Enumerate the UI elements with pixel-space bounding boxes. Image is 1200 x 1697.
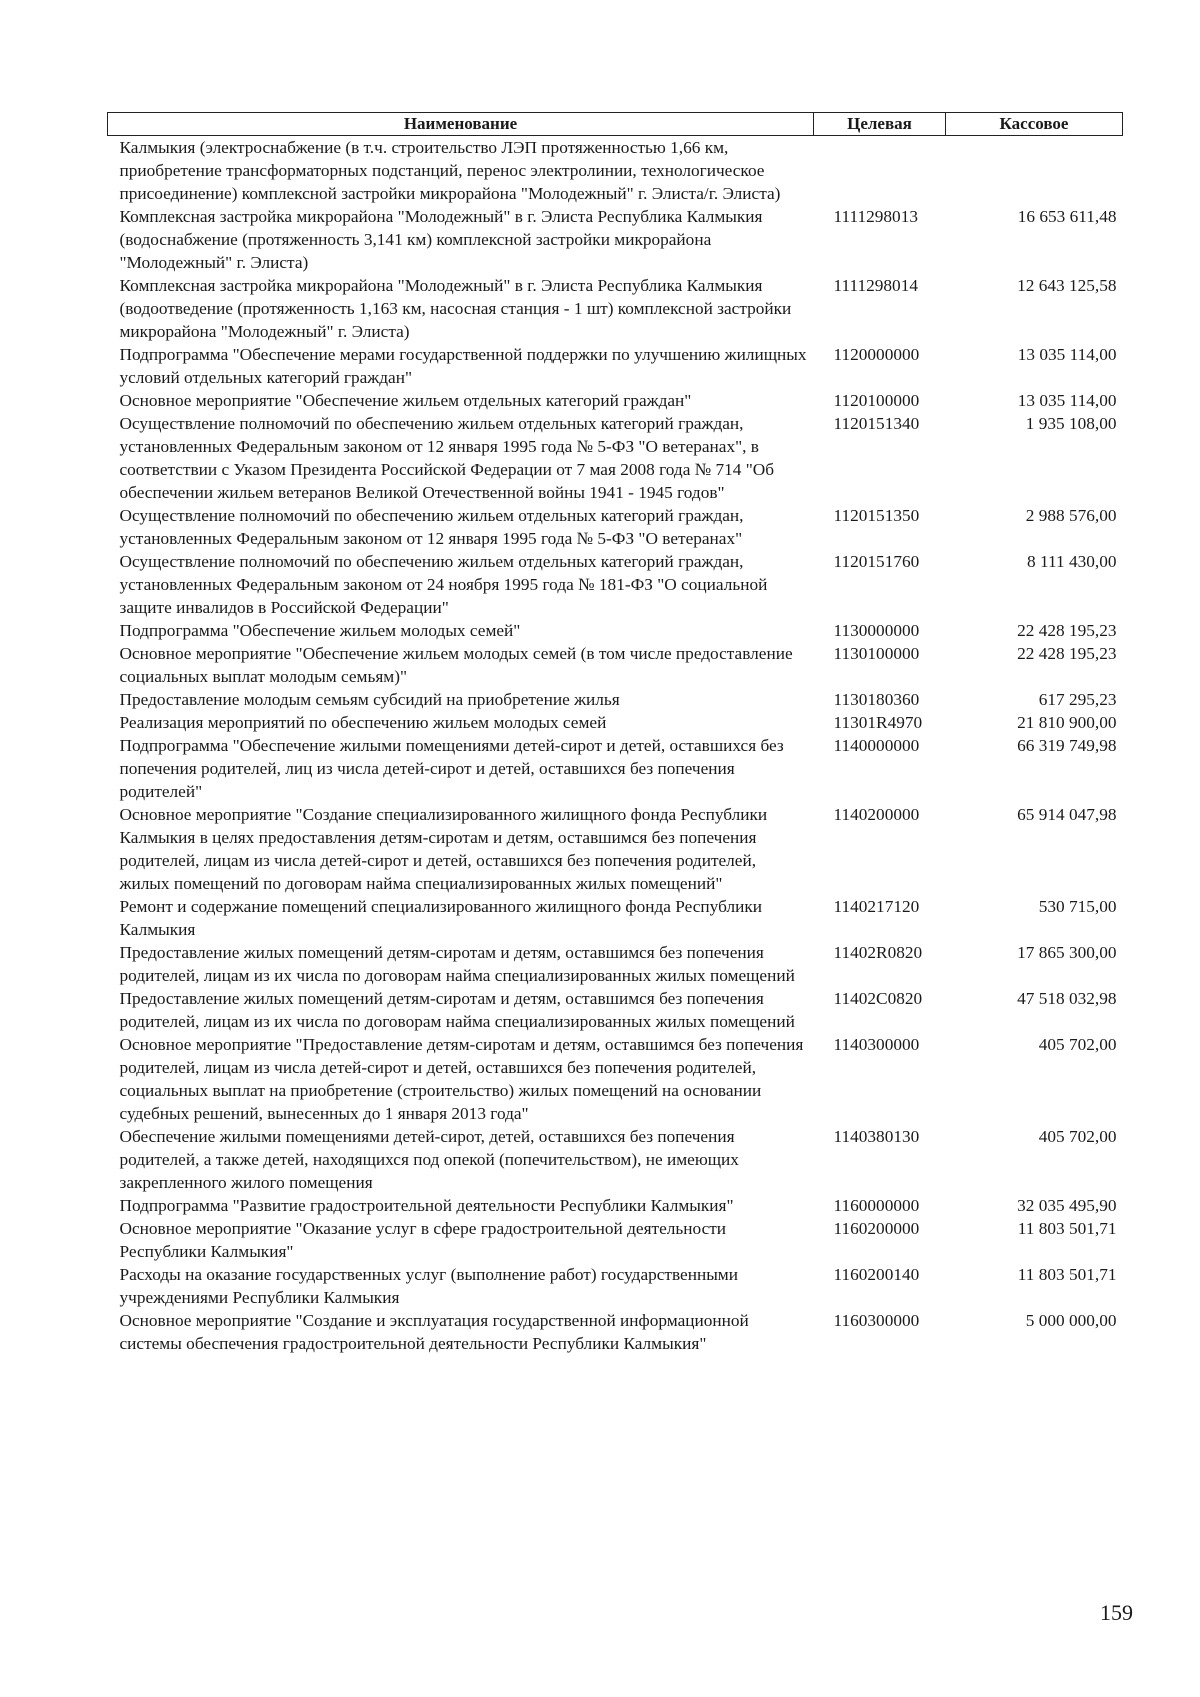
row-name: Калмыкия (электроснабжение (в т.ч. строительство ЛЭП протяженностью 1,66 км, приобретение трансформаторных подстанций, перенос электролинии, технологическое присоединение) комплексной застройки микрорайона "Молодежный" г. Элиста/г. Элиста)	[119, 138, 781, 203]
row-target-code: 1140300000	[833, 1035, 920, 1054]
row-cash-amount: 8 111 430,00	[1027, 552, 1117, 571]
header-cash-amount: Кассовое	[946, 113, 1123, 136]
row-cash-amount: 16 653 611,48	[1017, 207, 1117, 226]
row-cash-amount: 65 914 047,98	[1017, 805, 1117, 824]
header-target-code: Целевая	[814, 113, 946, 136]
table-row	[108, 1217, 1123, 1263]
row-name: Предоставление жилых помещений детям-сиротам и детям, оставшимся без попечения родителей, лицам из их числа по договорам найма специализированных жилых помещений	[119, 989, 795, 1031]
row-cash-amount: 32 035 495,90	[1017, 1196, 1117, 1215]
table-row	[108, 550, 1123, 619]
table-row	[108, 895, 1123, 941]
row-cash-amount: 11 803 501,71	[1017, 1265, 1117, 1284]
row-target-code: 11402R0820	[833, 943, 923, 962]
row-target-code: 1120151340	[833, 414, 920, 433]
row-cash-amount: 21 810 900,00	[1017, 713, 1117, 732]
row-target-code: 1140000000	[833, 736, 920, 755]
row-cash-amount: 13 035 114,00	[1017, 345, 1117, 364]
row-target-code: 1130100000	[833, 644, 920, 663]
row-cash-amount: 11 803 501,71	[1017, 1219, 1117, 1238]
row-target-code: 1140217120	[833, 897, 920, 916]
table-row	[108, 711, 1123, 734]
row-name: Основное мероприятие "Создание специализированного жилищного фонда Республики Калмыкия в целях предоставления детям-сиротам и детям, оставшимся без попечения родителей, лицам из числа детей-сирот и детей, оставшихся без попечения родителей, жилых помещений по договорам найма специализированных жилых помещений"	[119, 805, 768, 893]
row-name: Основное мероприятие "Обеспечение жильем отдельных категорий граждан"	[119, 391, 692, 410]
table-row	[108, 688, 1123, 711]
row-cash-amount: 22 428 195,23	[1017, 621, 1117, 640]
row-cash-amount: 22 428 195,23	[1017, 644, 1117, 663]
row-target-code: 1160200140	[833, 1265, 920, 1284]
row-cash-amount: 2 988 576,00	[1025, 506, 1117, 525]
row-target-code	[814, 136, 946, 206]
row-name: Подпрограмма "Обеспечение жильем молодых семей"	[119, 621, 521, 640]
row-target-code: 1111298013	[833, 207, 918, 226]
row-target-code: 11301R4970	[833, 713, 923, 732]
table-row	[108, 734, 1123, 803]
row-cash-amount: 530 715,00	[1038, 897, 1117, 916]
row-name: Реализация мероприятий по обеспечению жильем молодых семей	[119, 713, 607, 732]
row-cash-amount: 1 935 108,00	[1025, 414, 1117, 433]
row-cash-amount	[946, 136, 1123, 206]
row-target-code: 1111298014	[833, 276, 918, 295]
table-row	[108, 1263, 1123, 1309]
row-name: Основное мероприятие "Предоставление детям-сиротам и детям, оставшимся без попечения родителей, лицам из числа детей-сирот и детей, оставшихся без попечения родителей, социальных выплат на приобретение (строительство) жилых помещений на основании судебных решений, вынесенных до 1 января 2013 года"	[119, 1035, 804, 1123]
row-cash-amount: 5 000 000,00	[1025, 1311, 1117, 1330]
table-row	[108, 941, 1123, 987]
row-target-code: 1160200000	[833, 1219, 920, 1238]
table-row	[108, 274, 1123, 343]
row-name: Комплексная застройка микрорайона "Молодежный" в г. Элиста Республика Калмыкия (водоотведение (протяженность 1,163 км, насосная станция - 1 шт) комплексной застройки микрорайона "Молодежный" г. Элиста)	[119, 276, 792, 341]
row-cash-amount: 405 702,00	[1038, 1127, 1117, 1146]
table-row	[108, 389, 1123, 412]
row-name: Осуществление полномочий по обеспечению жильем отдельных категорий граждан, установленных Федеральным законом от 12 января 1995 года № 5-ФЗ "О ветеранах"	[119, 506, 744, 548]
header-name: Наименование	[108, 113, 814, 136]
row-cash-amount: 66 319 749,98	[1017, 736, 1117, 755]
row-name: Расходы на оказание государственных услуг (выполнение работ) государственными учреждениями Республики Калмыкия	[119, 1265, 738, 1307]
row-name: Основное мероприятие "Оказание услуг в сфере градостроительной деятельности Республики Калмыкия"	[119, 1219, 727, 1261]
row-name: Основное мероприятие "Создание и эксплуатация государственной информационной системы обеспечения градостроительной деятельности Республики Калмыкия"	[119, 1311, 749, 1353]
row-name: Подпрограмма "Обеспечение жилыми помещениями детей-сирот и детей, оставшихся без попечения родителей, лиц из числа детей-сирот и детей, оставшихся без попечения родителей"	[119, 736, 784, 801]
table-row	[108, 1125, 1123, 1194]
row-name: Предоставление молодым семьям субсидий на приобретение жилья	[119, 690, 620, 709]
table-row	[108, 343, 1123, 389]
table-row	[108, 205, 1123, 274]
page-number: 159	[1100, 1600, 1133, 1625]
row-target-code: 1130180360	[833, 690, 920, 709]
row-target-code: 1160300000	[833, 1311, 920, 1330]
row-name: Осуществление полномочий по обеспечению жильем отдельных категорий граждан, установленных Федеральным законом от 12 января 1995 года № 5-ФЗ "О ветеранах", в соответствии с Указом Президента Российской Федерации от 7 мая 2008 года № 714 "Об обеспечении жильем ветеранов Великой Отечественной войны 1941 - 1945 годов"	[119, 414, 775, 502]
row-target-code: 1120000000	[833, 345, 920, 364]
row-target-code: 1160000000	[833, 1196, 920, 1215]
row-cash-amount: 405 702,00	[1038, 1035, 1117, 1054]
budget-table	[107, 112, 1123, 1355]
table-row	[108, 412, 1123, 504]
table-body	[108, 136, 1123, 1356]
table-row	[108, 803, 1123, 895]
row-target-code: 1130000000	[833, 621, 920, 640]
row-target-code: 11402C0820	[833, 989, 923, 1008]
row-target-code: 1120151350	[833, 506, 920, 525]
table-row	[108, 619, 1123, 642]
row-name: Осуществление полномочий по обеспечению жильем отдельных категорий граждан, установленных Федеральным законом от 24 ноября 1995 года № 181-ФЗ "О социальной защите инвалидов в Российской Федерации"	[119, 552, 768, 617]
table-row	[108, 642, 1123, 688]
table-row	[108, 987, 1123, 1033]
row-cash-amount: 12 643 125,58	[1017, 276, 1117, 295]
row-cash-amount: 47 518 032,98	[1017, 989, 1117, 1008]
row-name: Основное мероприятие "Обеспечение жильем молодых семей (в том числе предоставление социальных выплат молодым семьям)"	[119, 644, 793, 686]
row-target-code: 1120100000	[833, 391, 920, 410]
row-cash-amount: 617 295,23	[1038, 690, 1117, 709]
table-row	[108, 1309, 1123, 1355]
row-target-code: 1140380130	[833, 1127, 920, 1146]
row-name: Предоставление жилых помещений детям-сиротам и детям, оставшимся без попечения родителей, лицам из их числа по договорам найма специализированных жилых помещений	[119, 943, 795, 985]
row-target-code: 1120151760	[833, 552, 920, 571]
row-name: Подпрограмма "Обеспечение мерами государственной поддержки по улучшению жилищных условий отдельных категорий граждан"	[119, 345, 807, 387]
row-cash-amount: 13 035 114,00	[1017, 391, 1117, 410]
row-target-code: 1140200000	[833, 805, 920, 824]
table-row	[108, 1033, 1123, 1125]
table-header-row	[108, 113, 1123, 136]
row-name: Обеспечение жилыми помещениями детей-сирот, детей, оставшихся без попечения родителей, а также детей, находящихся под опекой (попечительством), не имеющих закрепленного жилого помещения	[119, 1127, 739, 1192]
table-row	[108, 1194, 1123, 1217]
row-name: Комплексная застройка микрорайона "Молодежный" в г. Элиста Республика Калмыкия (водоснабжение (протяженность 3,141 км) комплексной застройки микрорайона "Молодежный" г. Элиста)	[119, 207, 763, 272]
row-cash-amount: 17 865 300,00	[1017, 943, 1117, 962]
row-name: Ремонт и содержание помещений специализированного жилищного фонда Республики Калмыкия	[119, 897, 762, 939]
table-row	[108, 504, 1123, 550]
budget-table-wrapper	[107, 112, 1122, 1355]
row-name: Подпрограмма "Развитие градостроительной деятельности Республики Калмыкия"	[119, 1196, 734, 1215]
table-row	[108, 136, 1123, 206]
